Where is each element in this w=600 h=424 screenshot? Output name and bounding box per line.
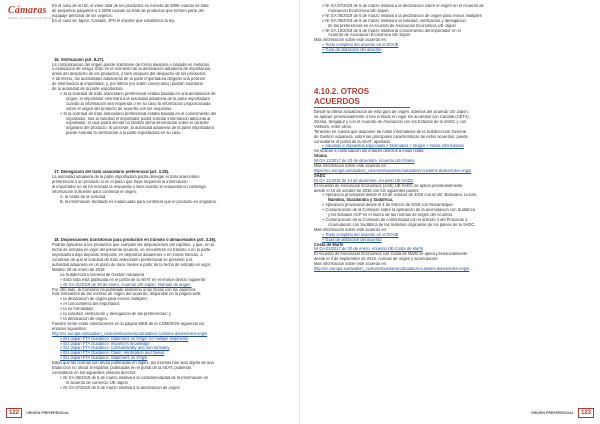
text-line: Pueden verse estas orientaciones en la página WEB de la COMISIÓN siguiendo los <box>52 321 205 326</box>
text-line: » NI GA 07/2019 de 5 de marzo relativa a la declaración sobre el origen en el Acuerdo de <box>322 4 484 8</box>
text-link[interactable]: » Aduanas e impuestos especiales > Normativa > Origen > Notas informativas <box>322 144 464 149</box>
text-link[interactable]: NI GA 02/2017 de 20 de enero. Acuerdo UE-Costa de Marfil <box>314 247 423 252</box>
text-line: más relevantes de las normas de origen del acuerdo, disponible en la página web: <box>52 292 202 297</box>
spacer <box>52 152 286 154</box>
text-line: A. la caída de la solicitud. <box>60 194 107 199</box>
left-text-column <box>52 4 286 398</box>
text-line: B. la información facilitada es inadecuada para confirmar que el producto es originario. <box>60 199 218 204</box>
text-line: de la autoridad de la parte exportadora. <box>52 87 124 92</box>
text-line: » Comunicación de la Comisión de conformidad con el artículo 4 del Protocolo 1. <box>322 218 469 222</box>
text-line: autoridad aduanera en un plazo de doce meses a partir de la fecha de entrada en vigor. <box>52 263 212 267</box>
text-line: consultarse el portal de la AEAT, apartado: <box>314 139 392 144</box>
bold-line: 16. Verificación (art. 8.27). <box>54 57 105 62</box>
text-line: El Acuerdo de Asociación Económica con Costa de Marfil se aplica provisionalmente <box>314 252 468 257</box>
text-line: Madrid, 28 de enero de 2019 <box>52 267 105 272</box>
text-link[interactable]: » Texto completo del acuerdo en el DOUE <box>322 232 399 237</box>
text-line: cuando la información sea requerida o en su caso la información proporcionada <box>66 101 211 106</box>
left-footer <box>6 408 73 418</box>
text-line: » Comunicación de la Comisión sobre la aplicación de la acumulación con Sudáfrica <box>322 208 475 213</box>
text-line: o evaluación de riesgo. Esto en el momento de la declaración aduanera de importación, <box>52 67 212 72</box>
text-line: Dado que las normas son ahora publicadas en inglés, las mismas han sido objeto de una <box>52 361 214 366</box>
text-line: Se indican a continuación los enlaces directos a estas notas: <box>314 149 425 154</box>
text-line: importador, tras la solicitud el importador podrá solicitar información adicional al <box>66 116 211 121</box>
text-link[interactable]: NI GA 11/2016 de 14 de diciembre. Acuerdo UE-SADC <box>314 178 414 183</box>
text-line: » Aplicación provisional desde el 4 de febrero de 2018 con Mozambique. <box>322 203 454 208</box>
text-line: antes del despacho de los productos, o bien después del despacho de los productos. <box>52 72 207 77</box>
text-line: » NI GA 07/2019 de 5 de marzo relativa a la declaración de origen <box>60 385 180 390</box>
text-line: La autoridad aduanera de la parte importadora podrá denegar el trato arancelario <box>52 175 200 180</box>
text-line: Teniendo en cuenta que disponen de notas informativas de la Subdirección General <box>314 129 467 134</box>
text-line: En el caso de la UE, el valor total de los productos no exceda de 500€ cuando se trate <box>52 4 209 8</box>
text-line: La Subdirectora General de Gestión Aduanera <box>60 272 145 277</box>
text-line: preferencial a un producto si en el plazo que haya requerido la información <box>52 179 188 184</box>
bold-line: Ghana <box>314 154 327 159</box>
text-line: sobre el origen del producto de acuerdo con los requisitos. <box>66 106 173 111</box>
text-link[interactable]: » EU-Japan FTA Guidance: Claim, Verification and Denial <box>60 351 165 356</box>
logo-text: Cámaras <box>8 5 47 16</box>
text-line: » Aplicación provisional desde el 10 de octubre de 2016 con la UE: Botsuana, Lesoto, <box>322 193 478 198</box>
text-line: » NI GA 10/2019 de 5 de marzo relativa al conocimiento del importador en el <box>322 28 461 33</box>
text-line: El Acuerdo de Asociación Económica (AAE) UE-SADC se aplica provisionalmente <box>314 183 463 188</box>
text-link[interactable]: http://ec.europa.eu/taxation_customs/business/calculation-customs-duties/rules-origin <box>314 267 470 272</box>
text-link[interactable]: » EU-Japan FTA Guidance: Confidentiality and non-formality <box>60 346 170 351</box>
text-line: Más información sobre este acuerdo en: <box>314 227 388 232</box>
right-page <box>300 0 600 424</box>
bold-line: 17. Denegación del trato arancelario preferencial (art. 3.28). <box>54 170 170 175</box>
text-line: A tal efecto, las autoridades aduaneras de la parte importadora dirigirán una petición <box>52 77 206 82</box>
text-link[interactable]: » Guía de utilización del acuerdo <box>322 237 382 242</box>
text-line: Más información sobre este acuerdo en: <box>314 38 388 43</box>
text-line: » la no formalidad; <box>60 307 94 312</box>
text-line: Más información sobre este acuerdo en: <box>314 262 388 267</box>
footer-guide-label: ORIGEN PREFERENCIAL <box>26 410 70 415</box>
text-link[interactable]: » NI GA 01/2019 de 28 de enero. Acuerdo UE-Japón. Normas de origen. <box>60 282 192 287</box>
page-number: 123 <box>578 408 594 418</box>
text-line: Más información sobre este acuerdo en: <box>314 164 388 169</box>
text-line: originario del producto. Si procede, la autoridad aduanera de la parte importadora <box>66 126 214 131</box>
section-heading: 4.10.2. OTROS ACUERDOS <box>314 87 410 108</box>
text-line: » la declaración de origen para envíos múltiples; <box>60 297 148 302</box>
text-line: » Si la solicitud de trato arancelario preferencial estaba basada en el conocimiento del <box>60 111 217 116</box>
text-line: consultarse en los siguientes enlaces directos: <box>52 370 137 375</box>
spacer <box>52 220 286 222</box>
text-link[interactable]: » Guía de utilización del acuerdo <box>322 48 382 53</box>
text-link[interactable]: NI GA 12/2017 de 23 de diciembre. Acuerdo UE-Ghana <box>314 159 415 164</box>
logo-subtext: Cámara de Comercio de España <box>8 16 53 20</box>
text-line: Asociación Económica UE-Japón <box>328 8 389 13</box>
bold-line: SADC <box>314 173 326 178</box>
text-line: origen, el importador informará a la autoridad aduanera de la parte importadora <box>66 96 210 101</box>
page-number: 122 <box>6 408 22 418</box>
text-line: » NI GA 09/2019 de 5 de marzo relativa a la solicitud, verificación y denegación <box>322 18 466 23</box>
text-line: de pequeños paquetes o 1.000€ cuando se trate de productos que formen parte del <box>52 8 204 13</box>
text-line: y los Estados ACP en el marco de las normas de origen del Acuerdo. <box>328 213 454 218</box>
text-line: Desde la última actualización de esta guía de origen, además del acuerdo UE-Japón, <box>314 110 469 115</box>
text-line: » el conocimiento del importador; <box>60 302 121 307</box>
text-line: traducción no oficial al español, publicadas en el portal de la AEAT, pudiendo <box>52 366 192 371</box>
bold-line: Namibia, Suazilandia y Sudáfrica. <box>328 198 394 203</box>
text-line: información suficiente para confirmar el origen. <box>52 189 138 194</box>
text-line: fecha de entrada en vigor del presente acuerdo, se encuentren en tránsito o en la parte <box>52 248 211 253</box>
text-link[interactable]: https://ec.europa.eu/taxation_customs/business/calculation-customs-duties/rules-origin <box>314 168 472 173</box>
text-line: Vietnam, entre otros. <box>314 124 352 129</box>
text-link[interactable]: » EU-Japan FTA Guidance: Statement on Origin for multiple shipments <box>60 336 189 341</box>
spacer <box>52 40 286 42</box>
bold-line: 18. Disposiciones transitorias para productos en tránsito o almacenados (art. 3.29). <box>54 238 217 243</box>
text-line: desde el 3 de septiembre de 2016, normas de origen y acumulación: <box>314 257 439 262</box>
text-line: desde el 10 de octubre de 2016 con los siguientes países: <box>314 188 420 193</box>
camaras-logo <box>8 5 53 20</box>
text-line: de las preferencias en el Acuerdo de Asociación Económica UE-Japón <box>328 23 456 28</box>
text-link[interactable]: » EU-Japan FTA Guidance: Importer's knowledge <box>60 341 150 346</box>
spacer <box>314 69 552 71</box>
text-line: Por otro lado, la Comisión ha publicado asimismo unas Guías con los aspectos <box>52 287 196 292</box>
text-line: Acuerdo de Asociación Económica UE-Japón <box>328 33 411 38</box>
text-line: » NI GA 06/2019 de 5 de marzo relativa a la confidencialidad de la información en <box>60 375 209 380</box>
text-line: el acuerdo de comercio UE-Japón <box>66 380 128 385</box>
text-line: importadora bajo depósito temporal, en depósitos aduaneros o en zonas francas, a <box>52 253 203 258</box>
text-line: puede solicitar la verificación a la parte exportadora en su caso. <box>66 131 182 136</box>
text-line: Podrán aplicarse a los productos que cumplan las disposiciones del capítulo, y que, en la <box>52 243 214 248</box>
text-link[interactable]: » Texto completo del acuerdo en el DOUE <box>322 43 399 48</box>
footer-guide-label: ORIGEN PREFERENCIAL <box>530 410 574 415</box>
text-line: En el caso de Japón, Canadá, JPN el importe que establezca la ley. <box>52 18 176 23</box>
right-text-column <box>314 4 552 398</box>
text-line: al importador no se ha recibido la respuesta o bien cuando la respuesta no contenga <box>52 184 206 189</box>
text-line: La comprobación del origen puede solicitarse de forma aleatoria o basada en métodos <box>52 62 210 67</box>
text-link[interactable]: » EU-Japan FTA Guidance: Statement on Origin <box>60 356 148 361</box>
text-line: » Si la solicitud de trato arancelario preferencial estaba basada en una declaración de <box>60 91 216 96</box>
text-line: » NI GA 08/2019 de 5 de marzo relativa a la declaración de origen para envíos múltiples <box>322 13 482 18</box>
text-line: Acumulación con Sudáfrica de las materias originarias de los países de la SADC. <box>328 222 476 227</box>
text-line: Ghana, Singapur y con el Acuerdo de Asociación con los Estados de la SADC y con <box>314 119 467 124</box>
text-line: » la solicitud, verificación y denegación de las preferencias; y <box>60 312 171 317</box>
text-line: se aplican provisionalmente o han entrado en vigor los acuerdos con Canadá (CETA), <box>314 114 470 119</box>
text-line: de información al importador, y, por último (en orden consecutivo) podrán solicitarla <box>52 82 203 87</box>
text-line: exportador, el cual podrá decidir no facilitar dicha información sobre el carácter <box>66 121 209 126</box>
text-line: enlaces siguientes: <box>52 326 87 331</box>
text-link[interactable]: http://ec.europa.eu/taxation_customs/business/calculation-customs-duties/rules-origin <box>52 331 208 336</box>
text-line: » Esta nota está publicada en el portal de la AEAT en el enlace directo siguiente: <box>60 277 207 282</box>
text-line: condición de que la solicitud de trato arancelario preferencial se presente a la <box>52 258 193 263</box>
text-line: equipaje personal de los viajeros. <box>52 13 113 18</box>
right-footer <box>527 408 594 418</box>
bold-line: Costa de Marfil <box>314 242 344 247</box>
text-line: » la declaración de origen. <box>60 316 109 321</box>
text-line: de Gestión Aduanera, sobre las principales características de estos acuerdos, puede <box>314 134 468 139</box>
